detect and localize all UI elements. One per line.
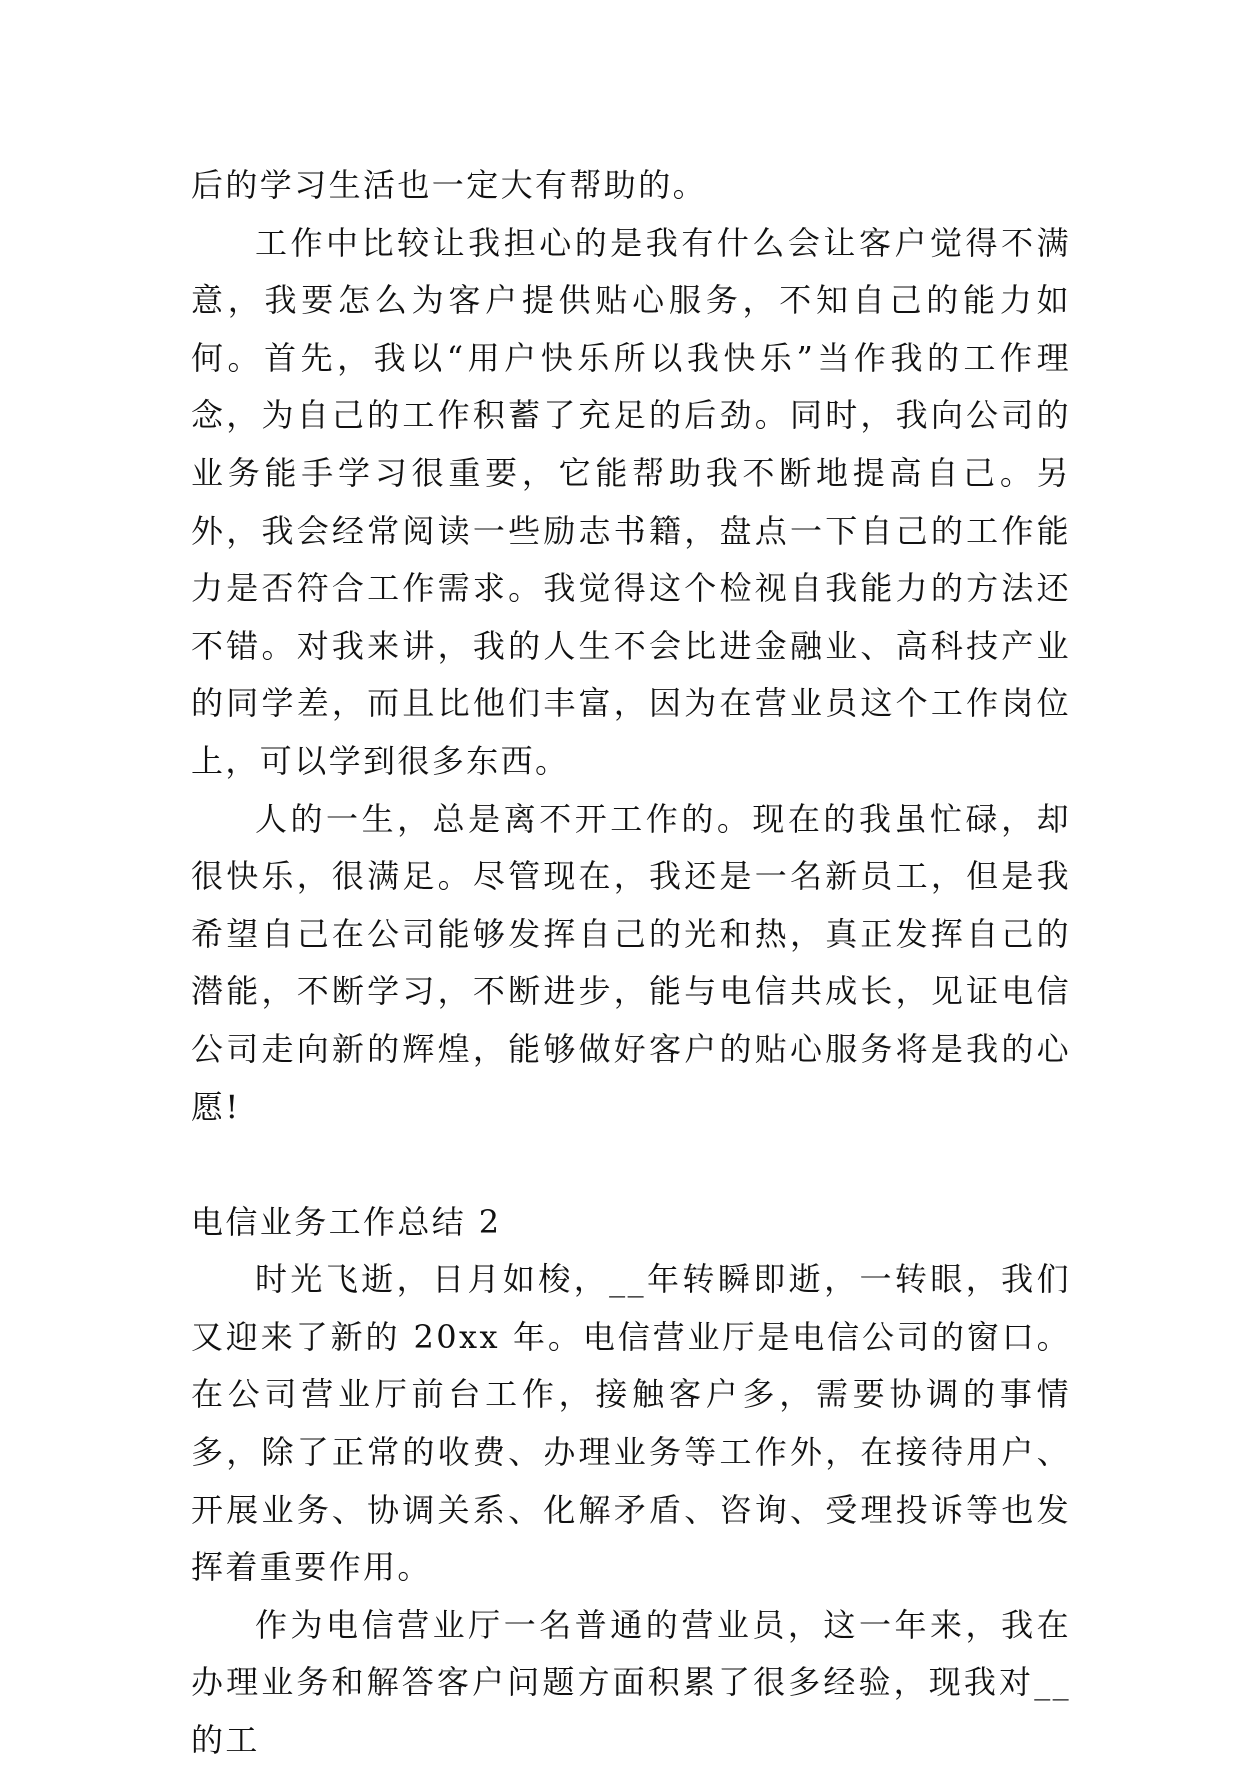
continuation-paragraph: 后的学习生活也一定大有帮助的。 <box>191 166 708 204</box>
document-body <box>191 157 1071 1770</box>
body-paragraph: 人的一生，总是离不开工作的。现在的我虽忙碌，却很快乐，很满足。尽管现在，我还是一名新员工，但是我希望自己在公司能够发挥自己的光和热，真正发挥自己的潜能，不断学习，不断进步，能与电信共成长，见证电信公司走向新的辉煌，能够做好客户的贴心服务将是我的心愿! <box>191 799 1071 1126</box>
body-paragraph: 时光飞逝，日月如梭，__年转瞬即逝，一转眼，我们又迎来了新的 20xx 年。电信营业厅是电信公司的窗口。在公司营业厅前台工作，接触客户多，需要协调的事情多，除了正常的收费、办理业务等工作外，在接待用户、开展业务、协调关系、化解矛盾、咨询、受理投诉等也发挥着重要作用。 <box>191 1260 1071 1587</box>
body-paragraph: 作为电信营业厅一名普通的营业员，这一年来，我在办理业务和解答客户问题方面积累了很多经验，现我对__的工 <box>191 1605 1071 1760</box>
body-paragraph: 工作中比较让我担心的是我有什么会让客户觉得不满意，我要怎么为客户提供贴心服务，不知自己的能力如何。首先，我以“用户快乐所以我快乐”当作我的工作理念，为自己的工作积蓄了充足的后劲。同时，我向公司的业务能手学习很重要，它能帮助我不断地提高自己。另外，我会经常阅读一些励志书籍，盘点一下自己的工作能力是否符合工作需求。我觉得这个检视自我能力的方法还不错。对我来讲，我的人生不会比进金融业、高科技产业的同学差，而且比他们丰富，因为在营业员这个工作岗位上，可以学到很多东西。 <box>191 223 1071 780</box>
section-heading: 电信业务工作总结 2 <box>191 1202 502 1241</box>
